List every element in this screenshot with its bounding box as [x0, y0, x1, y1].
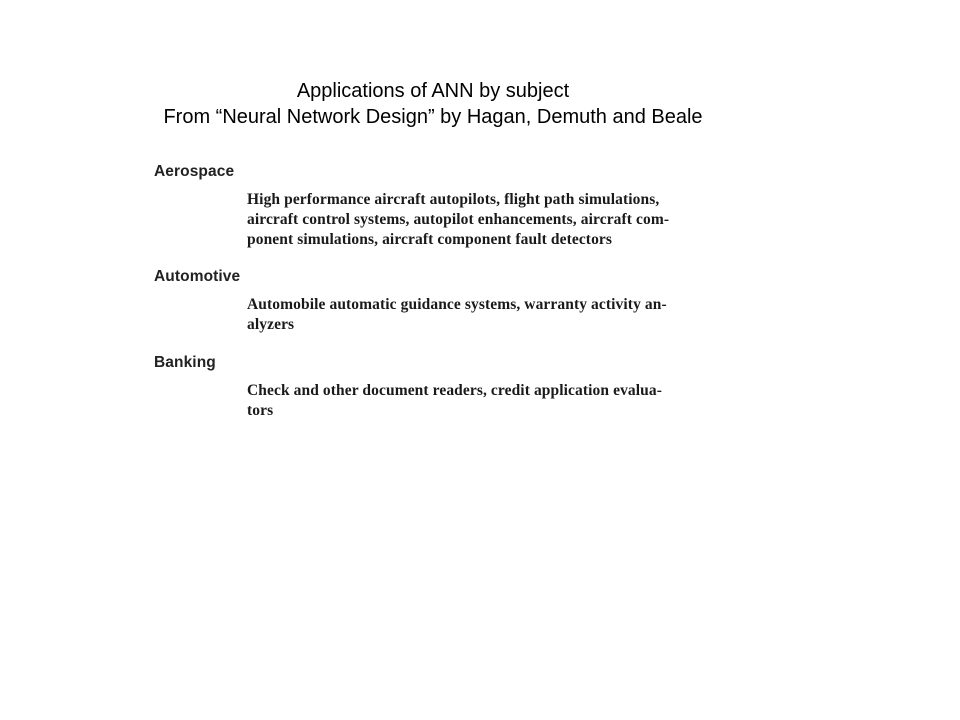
- subtitle-line: From “Neural Network Design” by Hagan, Demuth and Beale: [163, 106, 703, 128]
- section-description: [247, 190, 754, 250]
- description-line: ponent simulations, aircraft component fault detectors: [247, 231, 613, 248]
- description-line: Automobile automatic guidance systems, warranty activity an-: [247, 296, 667, 313]
- section-description: [247, 295, 754, 335]
- description-line: High performance aircraft autopilots, flight path simulations,: [247, 191, 660, 208]
- section-automotive: [154, 267, 754, 335]
- title-line: Applications of ANN by subject: [296, 80, 570, 102]
- section-heading: Automotive: [154, 268, 241, 285]
- book-excerpt: [154, 162, 754, 421]
- description-line: alyzers: [247, 316, 295, 333]
- description-line: tors: [247, 402, 274, 419]
- section-heading: Aerospace: [154, 163, 235, 180]
- section-heading: Banking: [154, 354, 216, 371]
- section-banking: [154, 353, 754, 421]
- slide-title: [0, 78, 866, 130]
- section-description: [247, 381, 754, 421]
- section-aerospace: [154, 162, 754, 250]
- description-line: Check and other document readers, credit application evalua-: [247, 382, 663, 399]
- description-line: aircraft control systems, autopilot enhancements, aircraft com-: [247, 211, 670, 228]
